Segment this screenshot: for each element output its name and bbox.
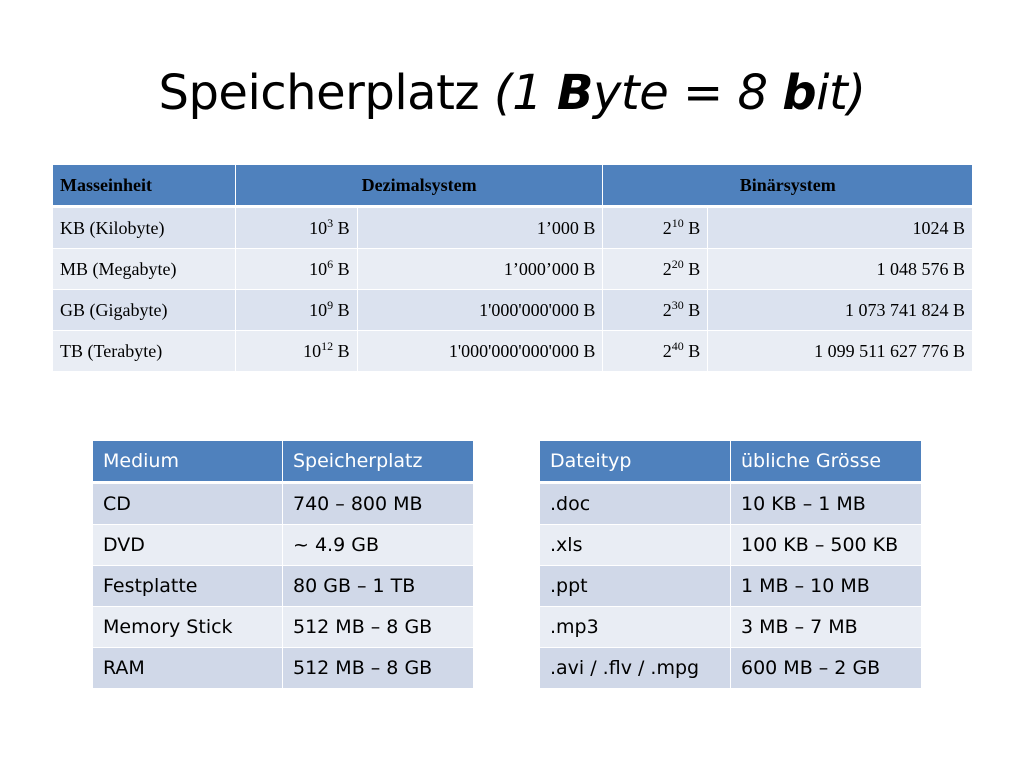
dec-value-cell: 1’000 B xyxy=(357,207,603,249)
table-row xyxy=(540,566,922,607)
header-medium: Medium xyxy=(93,441,283,483)
header-dezimalsystem: Dezimalsystem xyxy=(235,165,603,207)
table-row xyxy=(93,566,474,607)
dec-value-cell: 1'000'000'000'000 B xyxy=(357,331,603,372)
bin-base: 2 xyxy=(662,340,672,361)
title-main: Speicherplatz xyxy=(158,65,494,121)
dec-exponent: 3 xyxy=(327,215,334,230)
bin-suffix: B xyxy=(683,217,701,238)
table-row xyxy=(53,249,973,290)
table-row xyxy=(53,331,973,372)
title-formula xyxy=(494,65,866,121)
media-storage-table xyxy=(92,440,474,689)
title-bold-b1: B xyxy=(556,65,593,121)
filesize-cell: 3 MB – 7 MB xyxy=(731,607,922,648)
capacity-cell: 512 MB – 8 GB xyxy=(283,607,474,648)
capacity-cell: 740 – 800 MB xyxy=(283,483,474,525)
filetype-cell: .avi / .flv / .mpg xyxy=(540,648,731,689)
bin-value-cell: 1 099 511 627 776 B xyxy=(708,331,973,372)
bin-base: 2 xyxy=(662,299,672,320)
title-bold-b2: b xyxy=(782,65,817,121)
header-binaersystem: Binärsystem xyxy=(603,165,973,207)
table-row xyxy=(53,207,973,249)
capacity-cell: ~ 4.9 GB xyxy=(283,525,474,566)
bin-base: 2 xyxy=(662,217,672,238)
header-dateityp: Dateityp xyxy=(540,441,731,483)
filesize-cell: 10 KB – 1 MB xyxy=(731,483,922,525)
dec-power-cell xyxy=(235,290,357,331)
title-end: it) xyxy=(816,65,866,121)
bin-exponent: 10 xyxy=(671,215,684,230)
filetype-cell: .ppt xyxy=(540,566,731,607)
dec-suffix: B xyxy=(333,340,350,361)
filesize-cell: 600 MB – 2 GB xyxy=(731,648,922,689)
units-header-row xyxy=(53,165,973,207)
medium-cell: Festplatte xyxy=(93,566,283,607)
dec-power-cell xyxy=(235,331,357,372)
dec-base: 10 xyxy=(309,217,328,238)
bin-power-cell xyxy=(603,249,708,290)
dec-exponent: 9 xyxy=(327,297,334,312)
header-uebliche-groesse: übliche Grösse xyxy=(731,441,922,483)
bin-suffix: B xyxy=(683,340,701,361)
header-speicherplatz: Speicherplatz xyxy=(283,441,474,483)
table-row xyxy=(53,290,973,331)
bin-value-cell: 1024 B xyxy=(708,207,973,249)
bin-power-cell xyxy=(603,331,708,372)
medium-cell: DVD xyxy=(93,525,283,566)
dec-power-cell xyxy=(235,249,357,290)
table-row xyxy=(93,483,474,525)
bin-power-cell xyxy=(603,207,708,249)
bin-exponent: 40 xyxy=(671,338,684,353)
file-header-row xyxy=(540,441,922,483)
dec-power-cell xyxy=(235,207,357,249)
bin-power-cell xyxy=(603,290,708,331)
bin-base: 2 xyxy=(662,258,672,279)
dec-value-cell: 1’000’000 B xyxy=(357,249,603,290)
bin-value-cell: 1 048 576 B xyxy=(708,249,973,290)
bin-suffix: B xyxy=(683,299,701,320)
filesize-cell: 1 MB – 10 MB xyxy=(731,566,922,607)
medium-cell: RAM xyxy=(93,648,283,689)
medium-cell: CD xyxy=(93,483,283,525)
bin-value-cell: 1 073 741 824 B xyxy=(708,290,973,331)
unit-cell: GB (Gigabyte) xyxy=(53,290,236,331)
dec-base: 10 xyxy=(303,340,322,361)
bin-exponent: 30 xyxy=(671,297,684,312)
filetype-cell: .mp3 xyxy=(540,607,731,648)
filetype-cell: .xls xyxy=(540,525,731,566)
table-row xyxy=(93,648,474,689)
medium-cell: Memory Stick xyxy=(93,607,283,648)
table-row xyxy=(540,525,922,566)
dec-suffix: B xyxy=(333,217,350,238)
dec-base: 10 xyxy=(309,299,328,320)
slide-title xyxy=(0,58,1024,128)
bin-suffix: B xyxy=(683,258,701,279)
capacity-cell: 512 MB – 8 GB xyxy=(283,648,474,689)
dec-suffix: B xyxy=(333,299,350,320)
dec-exponent: 12 xyxy=(321,338,334,353)
title-open: (1 xyxy=(493,65,557,121)
unit-cell: TB (Terabyte) xyxy=(53,331,236,372)
bin-exponent: 20 xyxy=(671,256,684,271)
table-row xyxy=(540,607,922,648)
file-size-table xyxy=(539,440,922,689)
table-row xyxy=(540,483,922,525)
table-row xyxy=(93,525,474,566)
unit-cell: KB (Kilobyte) xyxy=(53,207,236,249)
dec-suffix: B xyxy=(333,258,350,279)
table-row xyxy=(540,648,922,689)
unit-cell: MB (Megabyte) xyxy=(53,249,236,290)
media-header-row xyxy=(93,441,474,483)
filesize-cell: 100 KB – 500 KB xyxy=(731,525,922,566)
title-mid: yte = 8 xyxy=(592,65,783,121)
capacity-cell: 80 GB – 1 TB xyxy=(283,566,474,607)
header-masseinheit: Masseinheit xyxy=(53,165,236,207)
dec-value-cell: 1'000'000'000 B xyxy=(357,290,603,331)
filetype-cell: .doc xyxy=(540,483,731,525)
dec-exponent: 6 xyxy=(327,256,334,271)
storage-units-table xyxy=(52,164,973,372)
dec-base: 10 xyxy=(309,258,328,279)
table-row xyxy=(93,607,474,648)
